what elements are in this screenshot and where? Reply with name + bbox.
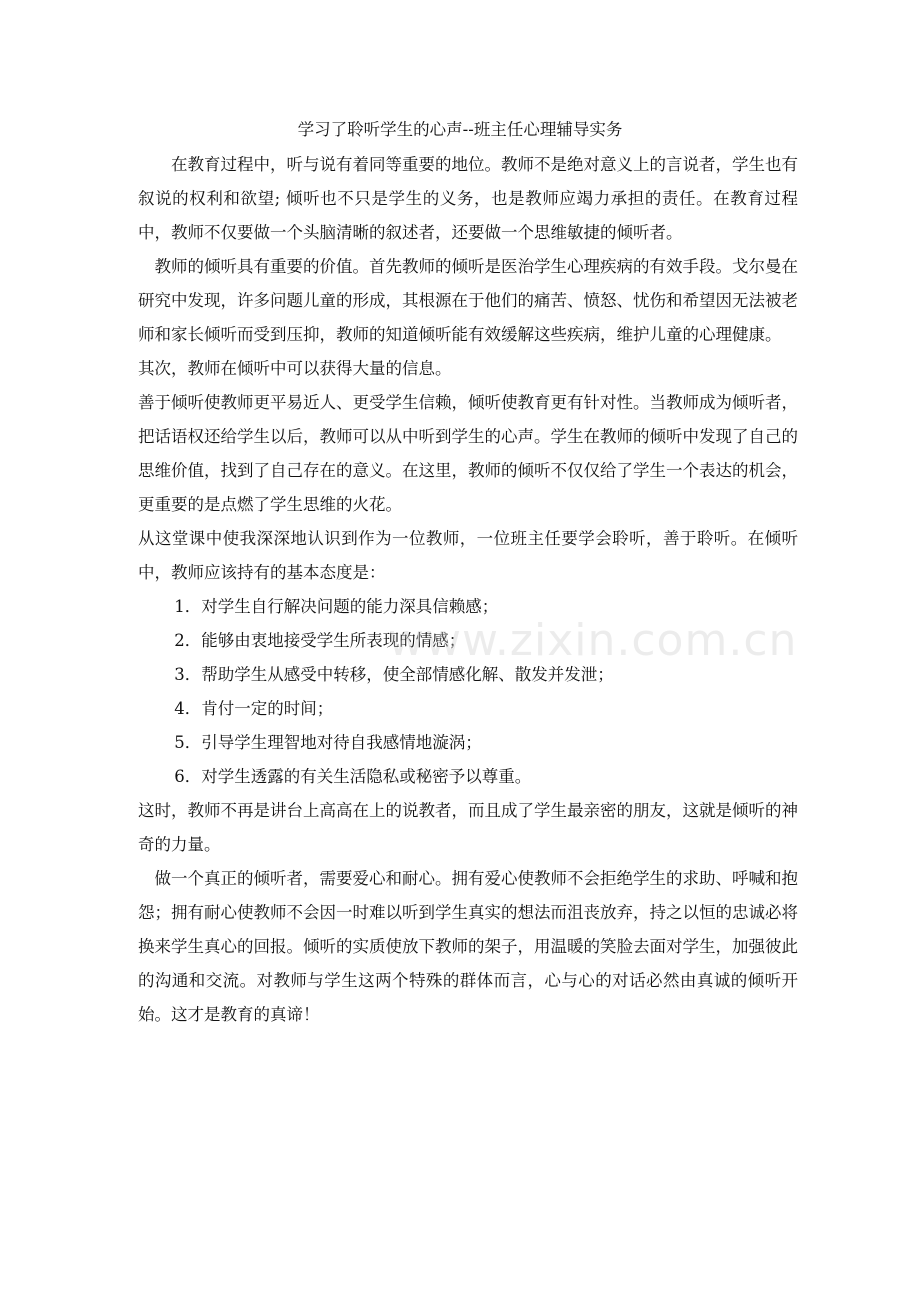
- list-item: 6．对学生透露的有关生活隐私或秘密予以尊重。: [174, 767, 532, 786]
- watermark: www.zixin.com.cn: [388, 615, 798, 666]
- paragraph-lesson: 从这堂课中使我深深地认识到作为一位教师，一位班主任要学会聆听，善于聆听。在倾听中，教师应该持有的基本态度是：: [138, 529, 798, 582]
- list-item: 4．肯付一定的时间；: [174, 699, 334, 718]
- list-item: 2．能够由衷地接受学生所表现的情感；: [174, 631, 466, 650]
- list-item: 1．对学生自行解决问题的能力深具信赖感；: [174, 597, 499, 616]
- paragraph-information: 其次，教师在倾听中可以获得大量的信息。: [138, 359, 452, 378]
- list-item: 3．帮助学生从感受中转移，使全部情感化解、散发并发泄；: [174, 665, 614, 684]
- list-item: 5．引导学生理智地对待自我感情地漩涡；: [174, 733, 482, 752]
- paragraph-intro: 在教育过程中，听与说有着同等重要的地位。教师不是绝对意义上的言说者，学生也有叙说的权利和欲望; 倾听也不只是学生的义务，也是教师应竭力承担的责任。在教育过程中，教师不仅要做一个头脑清晰的叙述者，还要做一个思维敏捷的倾听者。: [138, 155, 798, 242]
- document-body: [138, 148, 798, 1032]
- paragraph-value: 教师的倾听具有重要的价值。首先教师的倾听是医治学生心理疾病的有效手段。戈尔曼在研究中发现，许多问题儿童的形成，其根源在于他们的痛苦、愤怒、忧伤和希望因无法被老师和家长倾听而受到压抑，教师的知道倾听能有效缓解这些疾病，维护儿童的心理健康。: [138, 257, 798, 344]
- paragraph-conclusion: 做一个真正的倾听者，需要爱心和耐心。拥有爱心使教师不会拒绝学生的求助、呼喊和抱怨；拥有耐心使教师不会因一时难以听到学生真实的想法而沮丧放弃，持之以恒的忠诚必将换来学生真心的回报。倾听的实质使放下教师的架子，用温暖的笑脸去面对学生，加强彼此的沟通和交流。对教师与学生这两个特殊的群体而言，心与心的对话必然由真诚的倾听开始。这才是教育的真谛！: [138, 869, 798, 1024]
- document-title: 学习了聆听学生的心声--班主任心理辅导实务: [297, 120, 623, 139]
- paragraph-approachable: 善于倾听使教师更平易近人、更受学生信赖，倾听使教育更有针对性。当教师成为倾听者，把话语权还给学生以后，教师可以从中听到学生的心声。学生在教师的倾听中发现了自己的思维价值，找到了自己存在的意义。在这里，教师的倾听不仅仅给了学生一个表达的机会，更重要的是点燃了学生思维的火花。: [138, 393, 798, 514]
- paragraph-friend: 这时，教师不再是讲台上高高在上的说教者，而且成了学生最亲密的朋友，这就是倾听的神奇的力量。: [138, 801, 798, 854]
